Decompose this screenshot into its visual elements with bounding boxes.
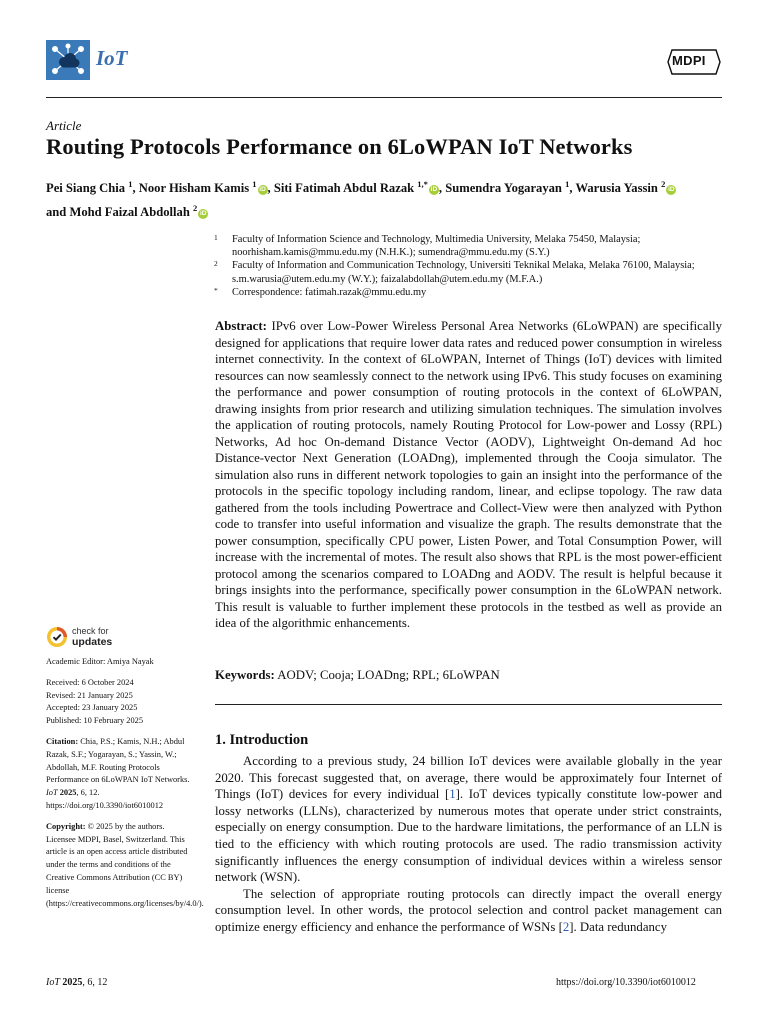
- abstract-text: IPv6 over Low-Power Wireless Personal Area Networks (6LoWPAN) are specifically designed for applications that require lower data rates and reduced power consumption in wireless internet connectivity. In the context of 6LoWPAN, Internet of Things (IoT) devices with limited resources can now seamlessly connect to the network using IPv6. This study focuses on examining the performance and power consumption of routing protocols in the context of 6LoWPAN, drawing insights from prior research and utilizing simulation techniques. The simulation involves the application of routing protocols, namely Routing Protocol for Low-power and Lossy (RPL) Networks, Ad hoc On-demand Distance Vector (AODV), Lightweight On-demand Ad hoc Distance-vector Next Generation (LOADng), implemented through the Cooja simulator. The simulation also runs in different network topologies to gain an insight into the performance of the protocols in the specific topology including random, linear, and eclipse topology. The raw data gathered from the tools including Powertrace and Collect-View were then analyzed with Python code to transfer into useful information and visualize the graph. The results demonstrate that the power consumption, specifically CPU power, Listen Power, and Total Consumption Power, will increase with the incremental of motes. The result also shows that RPL is the most power-efficient protocol among the scenarios compared to LOADng and AODV. The result is helpful because it brings insights into the performance, specifically power consumption in the 6LoWPAN network. This result is valuable to further implement these protocols in the testbed as well as provide an idea of the algorithmic enhancements.: [215, 319, 723, 630]
- citation-label: Citation:: [46, 736, 79, 746]
- orcid-icon[interactable]: iD: [259, 186, 266, 194]
- section-divider: [215, 704, 722, 705]
- header-divider: [46, 97, 722, 98]
- keywords-text: AODV; Cooja; LOADng; RPL; 6LoWPAN: [277, 668, 500, 682]
- affiliation-item: 2 Faculty of Information and Communication Technology, Universiti Teknikal Melaka, Melaka 76100, Malaysia; s.m.warusia@utem.edu.my (W.Y.); faizalabdollah@utem.edu.my (M.F.A.): [214, 259, 695, 285]
- copyright: Copyright: © 2025 by the authors. Licensee MDPI, Basel, Switzerland. This article is an open access article distributed under the terms and conditions of the Creative Commons Attribution (CC BY) license (https://creativecommons.org/licenses/by/4.0/).: [46, 821, 204, 908]
- article-title: Routing Protocols Performance on 6LoWPAN IoT Networks: [46, 134, 633, 159]
- check-for-updates-button[interactable]: [46, 626, 176, 650]
- article-info-sidebar: [46, 656, 204, 910]
- correspondence: * Correspondence: fatimah.razak@mmu.edu.my: [214, 285, 427, 298]
- network-cloud-icon: [46, 40, 90, 80]
- keywords: [215, 668, 722, 683]
- author-affiliation-mark: 1: [128, 179, 133, 189]
- journal-name: IoT: [96, 46, 128, 70]
- author-affiliation-mark: 2: [661, 179, 666, 189]
- paragraph: According to a previous study, 24 billion IoT devices were available globally in the year 2020. This forecast suggested that, on average, there would be approximately four Internet of Things (IoT) devices for every individual [1]. IoT devices typically constitute low-power and lossy networks (LLNs), characterized by numerous motes that operate under strict constraints, especially on energy consumption. Due to the hardware limitations, the performance of an LLN is tied to the efficiency with which routing protocols are used. The radio transmission activity significantly influences the energy consumption of individual devices within a wireless sensor network (WSN).: [215, 754, 722, 885]
- footer-citation: IoT 2025, 6, 12: [46, 977, 108, 988]
- author-name: Sumendra Yogarayan: [445, 181, 562, 196]
- section-heading: 1. Introduction: [215, 732, 309, 748]
- author-affiliation-mark: 1,*: [417, 179, 428, 189]
- received-date: Received: 6 October 2024: [46, 677, 134, 687]
- keywords-label: Keywords:: [215, 668, 275, 682]
- check-updates-label: updates: [72, 636, 113, 648]
- article-type: Article: [46, 118, 82, 133]
- check-updates-icon: [46, 626, 68, 648]
- journal-logo: [46, 40, 90, 80]
- abstract: [215, 318, 722, 632]
- citation: Citation: Chia, P.S.; Kamis, N.H.; Abdul Razak, S.F.; Yogarayan, S.; Yassin, W.; Abdollah, M.F. Routing Protocols Performance on 6LoWPAN IoT Networks. IoT 2025, 6, 12. https://doi.org/10.3390/iot6010012: [46, 736, 190, 810]
- copyright-label: Copyright:: [46, 821, 86, 831]
- author-affiliation-mark: 1: [252, 179, 257, 189]
- reference-link[interactable]: 1: [449, 787, 456, 802]
- author-list: Pei Siang Chia $^1$, Noor Hisham Kamis $^1$iD , Siti Fatimah Abdul Razak $^{1,*}$iD , Sumendra Yogarayan $^1$, Warusia Yassin $^2$iD and Mohd Faizal Abdollah $^2$iD: [46, 179, 675, 220]
- accepted-date: Accepted: 23 January 2025: [46, 703, 138, 713]
- author-affiliation-mark: 1: [565, 179, 570, 189]
- revised-date: Revised: 21 January 2025: [46, 690, 133, 700]
- author-name: Pei Siang Chia: [46, 181, 126, 196]
- introduction-body: [215, 753, 722, 936]
- academic-editor: Academic Editor: Amiya Nayak: [46, 657, 154, 666]
- affiliation-item: 1 Faculty of Information Science and Technology, Multimedia University, Melaka 75450, Malaysia; noorhisham.kamis@mmu.edu.my (N.H.K.); sumendra@mmu.edu.my (S.Y.): [214, 233, 641, 259]
- reference-link[interactable]: 2: [562, 919, 570, 934]
- paragraph: The selection of appropriate routing protocols can directly impact the overall energy consumption level. In other words, the protocol selection and control packet management can optimize energy efficiency and enhance the performance of WSNs [2]. Data redundancy: [215, 886, 722, 934]
- author-name: Mohd Faizal Abdollah: [69, 205, 190, 220]
- orcid-icon[interactable]: iD: [200, 210, 207, 218]
- orcid-icon[interactable]: iD: [430, 186, 438, 194]
- footer-doi-link[interactable]: https://doi.org/10.3390/iot6010012: [556, 977, 696, 988]
- affiliations: [212, 233, 727, 299]
- author-name: Noor Hisham Kamis: [138, 181, 250, 196]
- abstract-label: Abstract:: [215, 319, 267, 333]
- published-date: Published: 10 February 2025: [46, 716, 144, 726]
- author-name: Warusia Yassin: [575, 181, 658, 196]
- orcid-icon[interactable]: iD: [668, 186, 675, 194]
- author-affiliation-mark: 2: [193, 203, 198, 214]
- publisher-name: MDPI: [672, 53, 706, 68]
- check-updates-label: check for: [72, 626, 109, 636]
- author-name: Siti Fatimah Abdul Razak: [273, 181, 415, 196]
